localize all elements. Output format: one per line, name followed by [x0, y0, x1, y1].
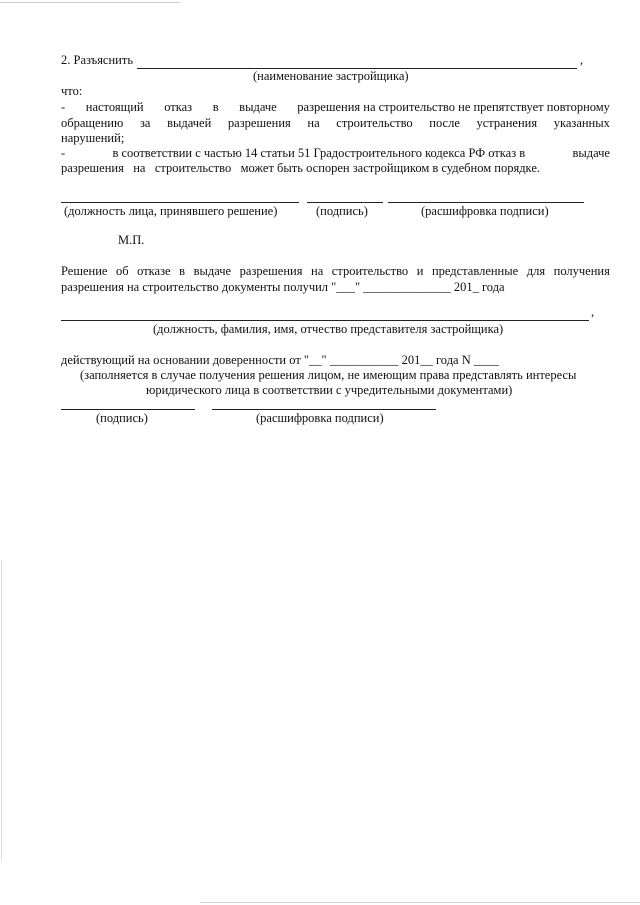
official-signature-line: [307, 202, 383, 203]
receiver-decoding-line: [212, 409, 436, 410]
bullet1-dash: -: [61, 100, 66, 114]
clarify-comma: ,: [580, 53, 584, 67]
receipt-word: представленные: [431, 264, 519, 278]
proxy-line: действующий на основании доверенности от "__" ___________ 201__ года N ____: [61, 353, 499, 367]
receipt-word: на: [311, 264, 324, 278]
official-decoding-line: [388, 202, 584, 203]
scan-edge-left: [1, 560, 2, 860]
stamp-place-label: М.П.: [118, 233, 145, 247]
receipt-word: в: [179, 264, 186, 278]
bullet1-word: настоящий: [85, 100, 144, 114]
bullet2-text: в соответствии с частью 14 статьи 51 Градостроительного кодекса РФ отказ в: [112, 146, 526, 160]
receipt-line2: разрешения на строительство документы получил "___" ______________ 201_ года: [61, 280, 505, 294]
bullet1-word: отказ: [164, 100, 193, 114]
receiver-signature-line: [61, 409, 195, 410]
representative-comma: ,: [591, 305, 595, 319]
bullet1-line1: [61, 100, 610, 115]
bullet1-word: на: [307, 116, 320, 130]
scan-edge-bottom: [200, 902, 640, 903]
bullet1-word: разрешения на строительство не препятствует повторному: [297, 100, 610, 114]
scan-edge-top: [0, 2, 180, 3]
receipt-word: для: [526, 264, 546, 278]
receipt-word: об: [115, 264, 129, 278]
bullet2-word: выдаче: [572, 146, 610, 160]
receiver-decoding-caption: (расшифровка подписи): [256, 411, 384, 425]
representative-line: [61, 320, 589, 321]
representative-caption: (должность, фамилия, имя, отчество представителя застройщика): [153, 322, 504, 336]
official-signature-caption: (подпись): [316, 204, 368, 218]
bullet1-word: выдаче: [239, 100, 277, 114]
proxy-note-line1: (заполняется в случае получения решения лицом, не имеющим права представлять интересы: [80, 368, 577, 382]
clarify-label: 2. Разъяснить: [61, 53, 134, 67]
bullet1-word: разрешения: [227, 116, 291, 130]
bullet2-dash: -: [61, 146, 66, 160]
bullet1-word: строительство: [336, 116, 413, 130]
bullet1-word: выдачей: [167, 116, 212, 130]
receipt-word: отказе: [137, 264, 171, 278]
receipt-word: разрешения: [239, 264, 303, 278]
bullet1-word: в: [212, 100, 219, 114]
receipt-word: и: [416, 264, 424, 278]
bullet1-line2: [61, 116, 610, 131]
bullet1-word: после: [429, 116, 460, 130]
proxy-note-line2: юридического лица в соответствии с учредительными документами): [146, 383, 513, 397]
bullet1-word: устранения: [476, 116, 538, 130]
receipt-word: Решение: [61, 264, 108, 278]
bullet1-word: обращению: [61, 116, 124, 130]
bullet1-word: за: [139, 116, 151, 130]
receipt-word: выдаче: [193, 264, 232, 278]
official-position-caption: (должность лица, принявшего решение): [64, 204, 278, 218]
receiver-signature-caption: (подпись): [96, 411, 148, 425]
bullet2-line2: разрешения на строительство может быть оспорен застройщиком в судебном порядке.: [61, 161, 540, 175]
receipt-word: получения: [553, 264, 610, 278]
receipt-line1: [61, 264, 610, 279]
official-decoding-caption: (расшифровка подписи): [421, 204, 549, 218]
bullet1-word: указанных: [553, 116, 610, 130]
bullet2-line1: [61, 146, 610, 161]
receipt-word: строительство: [331, 264, 409, 278]
developer-name-caption: (наименование застройщика): [253, 69, 409, 83]
bullet1-line3: нарушений;: [61, 131, 125, 145]
that-label: что:: [61, 84, 83, 98]
official-position-line: [61, 202, 299, 203]
